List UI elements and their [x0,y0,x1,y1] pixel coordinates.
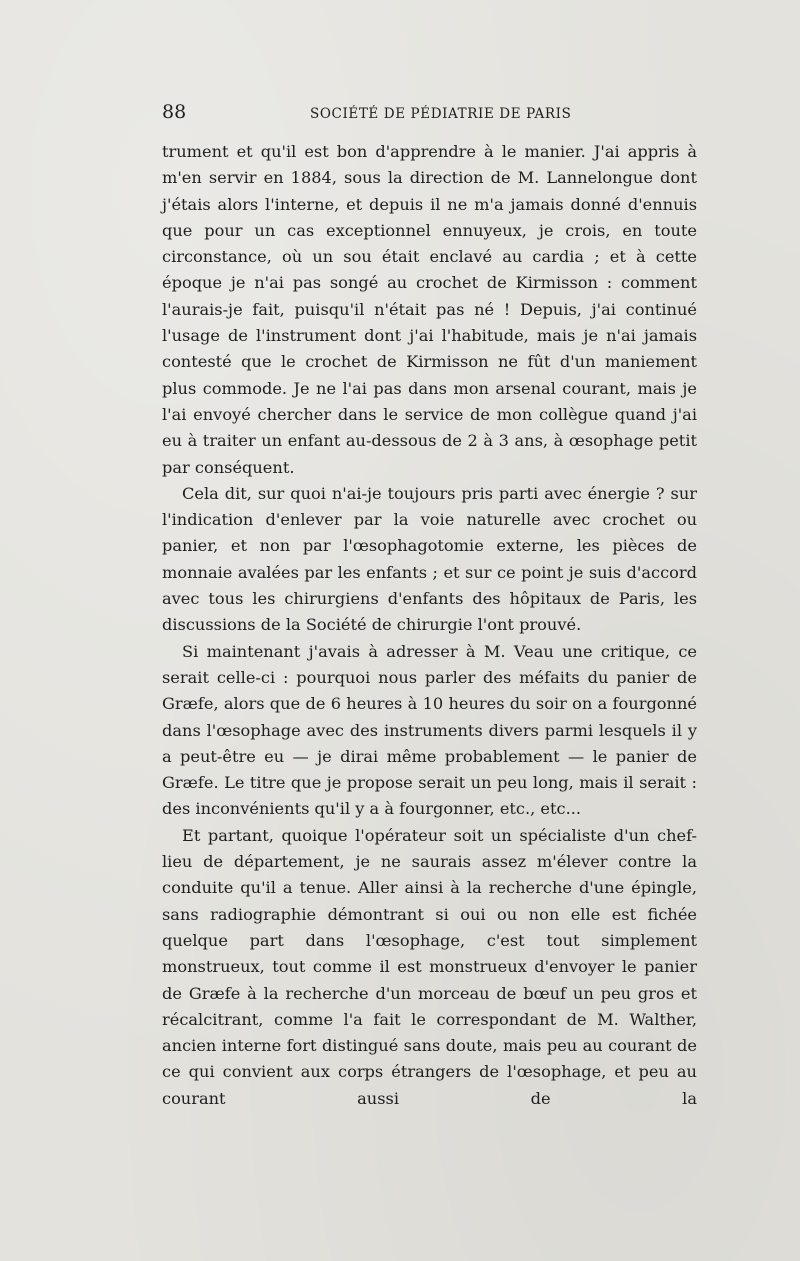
paragraph: Cela dit, sur quoi n'ai-je toujours pris parti avec énergie ? sur l'indication d'enlever par la voie naturelle avec crochet ou panier, et non par l'œsophagotomie externe, les pièces de monnaie avalées par les enfants ; et sur ce point je suis d'accord avec tous les chirurgiens d'enfants des hôpitaux de Paris, les discussions de la Société de chirurgie l'ont prouvé. [162,483,697,635]
paragraph: Et partant, quoique l'opérateur soit un spécialiste d'un chef-lieu de département, je ne saurais assez m'élever contre la conduite qu'il a tenue. Aller ainsi à la recherche d'une épingle, sans radiographie démontrant si oui ou non elle est fichée quelque part dans l'œsophage, c'est tout simplement monstrueux, tout comme il est monstrueux d'envoyer le panier de Græfe à la recherche d'un morceau de bœuf un peu gros et récalcitrant, comme l'a fait le correspondant de M. Walther, ancien interne fort distingué sans doute, mais peu au courant de ce qui convient aux corps étrangers de l'œsophage, et peu au courant aussi de la [162,825,697,1108]
page-number: 88 [162,101,187,123]
paragraph: Si maintenant j'avais à adresser à M. Veau une critique, ce serait celle-ci : pourquoi nous parler des méfaits du panier de Græfe, alors que de 6 heures à 10 heures du soir on a fourgonné dans l'œsophage avec des instruments divers parmi lesquels il y a peut-être eu — je dirai même probablement — le panier de Græfe. Le titre que je propose serait un peu long, mais il serait : des inconvénients qu'il y a à fourgonner, etc., etc... [162,641,697,819]
paragraph-continuation: trument et qu'il est bon d'apprendre à le manier. J'ai appris à m'en servir en 1884, sous la direction de M. Lannelongue dont j'étais alors l'interne, et depuis il ne m'a jamais donné d'ennuis que pour un cas exceptionnel ennuyeux, je crois, en toute circonstance, où un sou était enclavé au cardia ; et à cette époque je n'ai pas songé au crochet de Kirmisson : comment l'aurais-je fait, puisqu'il n'était pas né ! Depuis, j'ai continué l'usage de l'instrument dont j'ai l'habitude, mais je n'ai jamais contesté que le crochet de Kirmisson ne fût d'un maniement plus commode. Je ne l'ai pas dans mon arsenal courant, mais je l'ai envoyé chercher dans le service de mon collègue quand j'ai eu à traiter un enfant au-dessous de 2 à 3 ans, à œsophage petit par conséquent. [162,142,697,477]
page-header [162,101,697,127]
running-title: SOCIÉTÉ DE PÉDIATRIE DE PARIS [310,106,572,122]
body-text [162,139,697,1112]
